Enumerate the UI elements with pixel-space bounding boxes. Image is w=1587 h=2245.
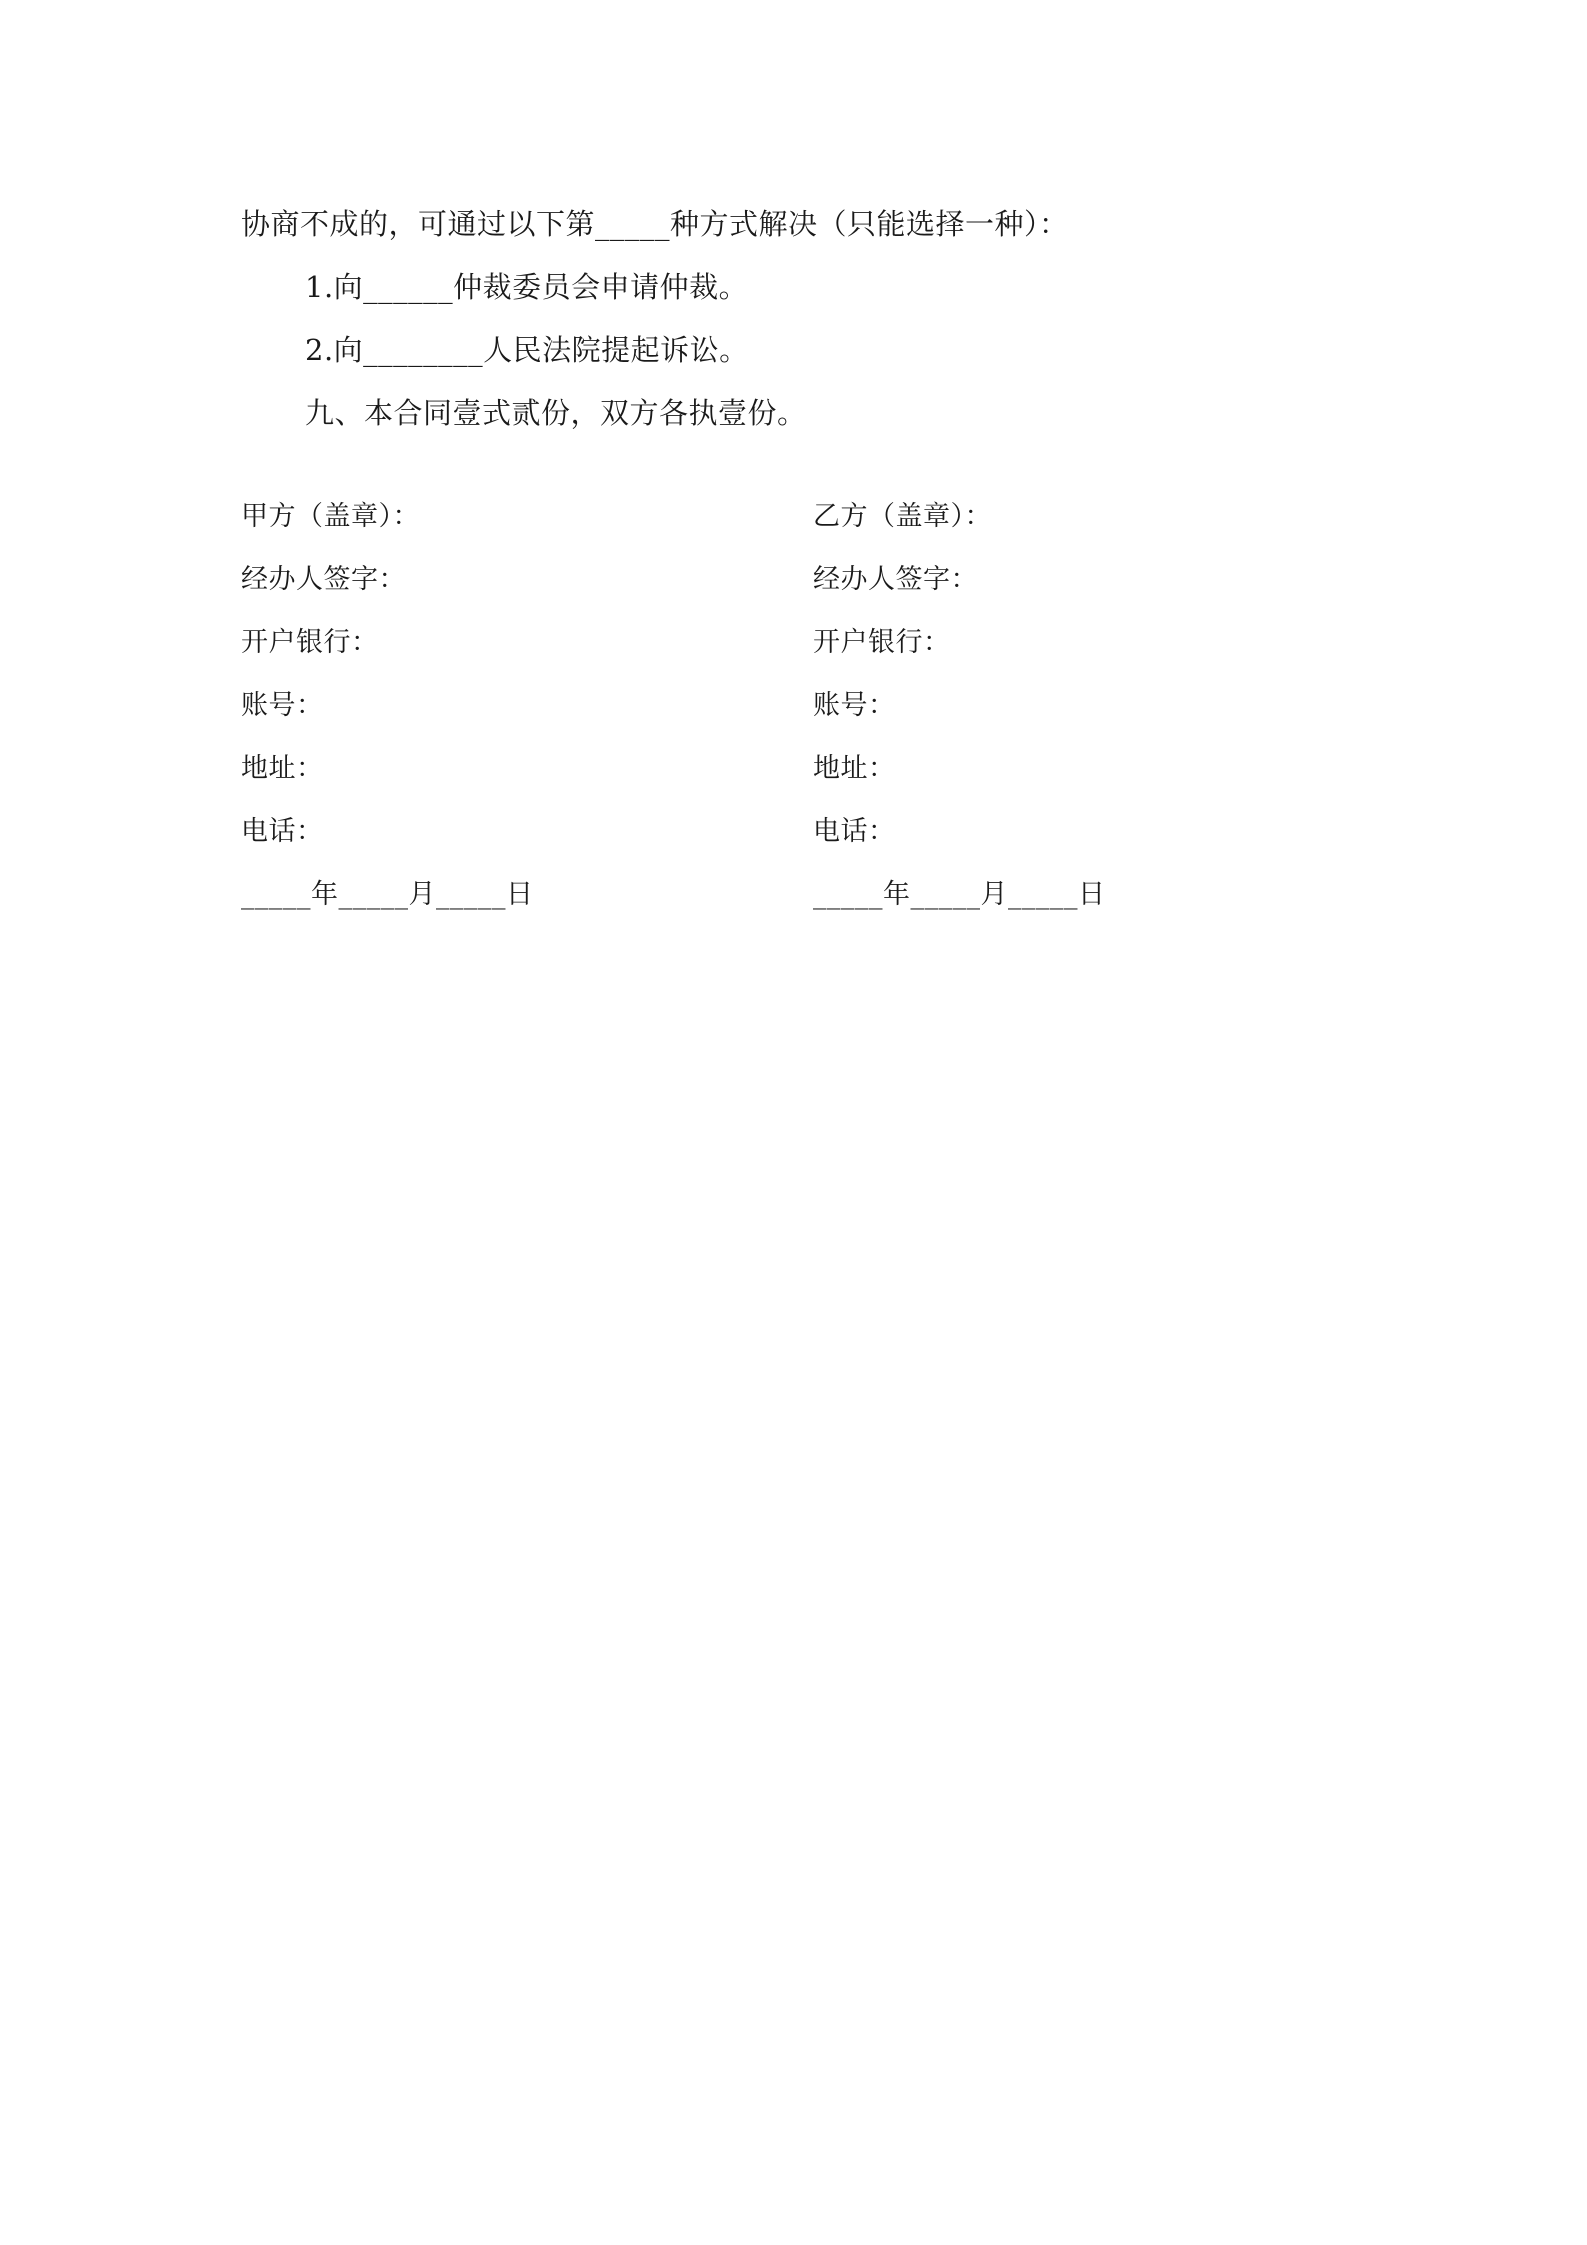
party-a-signer-label: 经办人签字：	[241, 564, 406, 595]
party-b-date: _____年_____月_____日	[813, 879, 1106, 910]
party-a-date: _____年_____月_____日	[241, 879, 534, 910]
party-b-bank-label: 开户银行：	[813, 627, 951, 658]
party-b-phone-label: 电话：	[813, 816, 896, 847]
party-b-account-label: 账号：	[813, 690, 896, 721]
party-a-account-label: 账号：	[241, 690, 324, 721]
party-a-bank-label: 开户银行：	[241, 627, 379, 658]
party-a-address-label: 地址：	[241, 753, 324, 784]
party-b-title: 乙方（盖章）：	[813, 501, 992, 532]
party-a-title: 甲方（盖章）：	[241, 501, 420, 532]
party-a-phone-label: 电话：	[241, 816, 324, 847]
arbitration-option: 1.向______仲裁委员会申请仲裁。	[305, 270, 749, 304]
litigation-option: 2.向________人民法院提起诉讼。	[305, 333, 749, 367]
dispute-resolution-paragraph: 协商不成的，可通过以下第_____种方式解决（只能选择一种）：	[241, 207, 1069, 241]
copies-clause: 九、本合同壹式贰份，双方各执壹份。	[305, 396, 807, 430]
party-b-signer-label: 经办人签字：	[813, 564, 978, 595]
party-b-address-label: 地址：	[813, 753, 896, 784]
